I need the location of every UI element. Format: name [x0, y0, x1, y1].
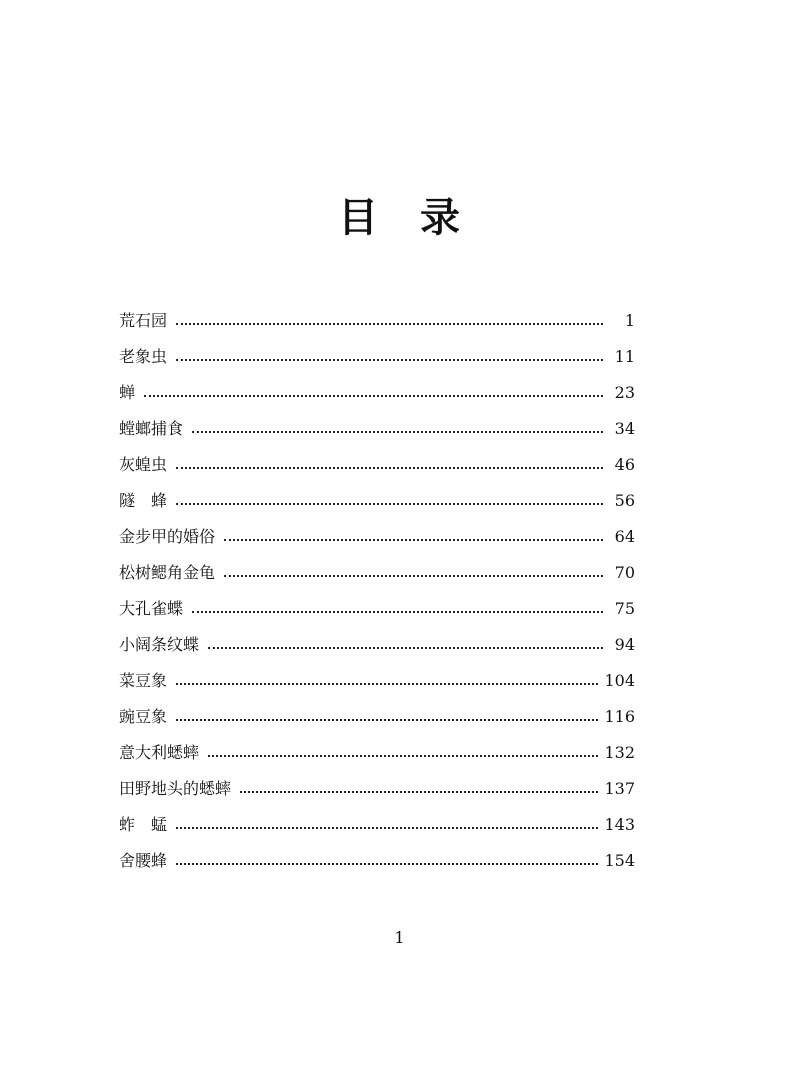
toc-entry-title: 隧 蜂	[119, 491, 176, 511]
toc-page-number: 46	[603, 455, 635, 475]
toc-entry-title: 螳螂捕食	[119, 419, 192, 439]
toc-page-number: 143	[598, 815, 635, 835]
toc-row[interactable]	[119, 807, 635, 843]
table-of-contents	[119, 303, 635, 879]
toc-entry-title: 菜豆象	[119, 671, 176, 691]
toc-page-number: 1	[603, 311, 635, 331]
toc-row[interactable]	[119, 699, 635, 735]
toc-page-number: 104	[598, 671, 635, 691]
toc-page-number: 137	[598, 779, 635, 799]
dot-leader	[176, 467, 603, 469]
dot-leader	[176, 683, 598, 685]
toc-row[interactable]	[119, 339, 635, 375]
toc-row[interactable]	[119, 771, 635, 807]
toc-page-number: 75	[603, 599, 635, 619]
toc-row[interactable]	[119, 483, 635, 519]
toc-row[interactable]	[119, 735, 635, 771]
toc-row[interactable]	[119, 375, 635, 411]
dot-leader	[208, 647, 603, 649]
toc-row[interactable]	[119, 519, 635, 555]
toc-page-number: 11	[603, 347, 635, 367]
dot-leader	[176, 503, 603, 505]
toc-entry-title: 蝉	[119, 383, 144, 403]
dot-leader	[224, 575, 603, 577]
toc-row[interactable]	[119, 411, 635, 447]
dot-leader	[224, 539, 603, 541]
dot-leader	[208, 755, 598, 757]
dot-leader	[240, 791, 598, 793]
toc-row[interactable]	[119, 663, 635, 699]
dot-leader	[144, 395, 603, 397]
dot-leader	[176, 719, 598, 721]
page-title: 目 录	[338, 195, 461, 241]
toc-entry-title: 田野地头的蟋蟀	[119, 779, 240, 799]
toc-page-number: 34	[603, 419, 635, 439]
toc-row[interactable]	[119, 303, 635, 339]
dot-leader	[192, 431, 603, 433]
dot-leader	[176, 827, 598, 829]
toc-page-number: 70	[603, 563, 635, 583]
toc-entry-title: 意大利蟋蟀	[119, 743, 208, 763]
dot-leader	[176, 863, 598, 865]
toc-row[interactable]	[119, 591, 635, 627]
toc-page-number: 132	[598, 743, 635, 763]
toc-entry-title: 松树鳃角金龟	[119, 563, 224, 583]
dot-leader	[192, 611, 603, 613]
toc-row[interactable]	[119, 627, 635, 663]
toc-page-number: 94	[603, 635, 635, 655]
toc-entry-title: 大孔雀蝶	[119, 599, 192, 619]
toc-page-number: 116	[598, 707, 635, 727]
toc-entry-title: 灰蝗虫	[119, 455, 176, 475]
toc-entry-title: 老象虫	[119, 347, 176, 367]
toc-row[interactable]	[119, 447, 635, 483]
toc-entry-title: 荒石园	[119, 311, 176, 331]
toc-page-number: 56	[603, 491, 635, 511]
toc-page-number: 23	[603, 383, 635, 403]
toc-entry-title: 小阔条纹蝶	[119, 635, 208, 655]
toc-entry-title: 蚱 蜢	[119, 815, 176, 835]
toc-entry-title: 豌豆象	[119, 707, 176, 727]
toc-entry-title: 舍腰蜂	[119, 851, 176, 871]
toc-page-number: 154	[598, 851, 635, 871]
dot-leader	[176, 359, 603, 361]
toc-row[interactable]	[119, 555, 635, 591]
page-number: 1	[394, 928, 405, 947]
toc-page-number: 64	[603, 527, 635, 547]
dot-leader	[176, 323, 603, 325]
toc-row[interactable]	[119, 843, 635, 879]
toc-entry-title: 金步甲的婚俗	[119, 527, 224, 547]
